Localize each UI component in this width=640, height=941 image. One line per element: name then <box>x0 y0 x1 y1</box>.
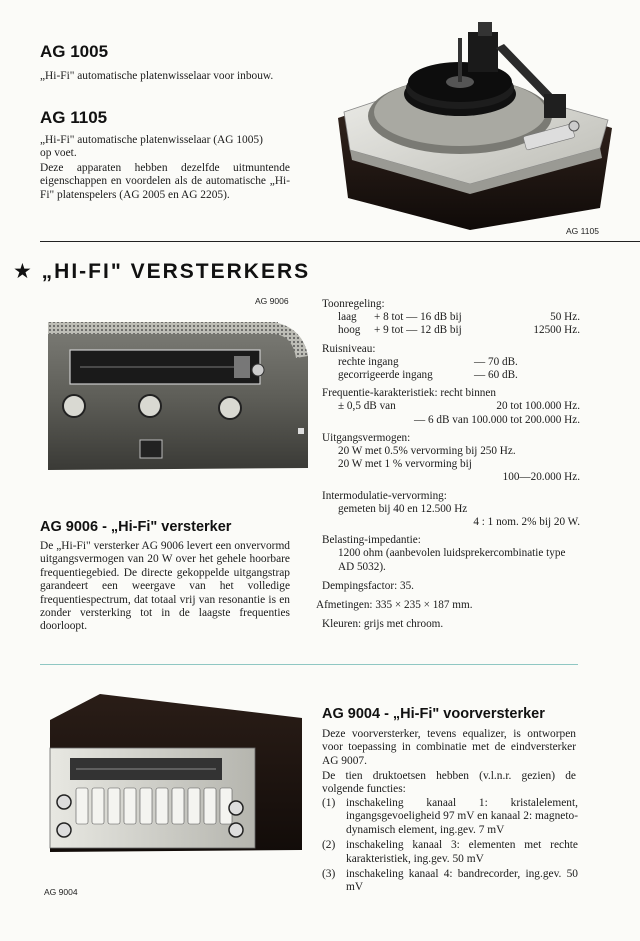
ag9006-title: AG 9006 - „Hi-Fi" versterker <box>40 519 232 535</box>
inter-row-1: gemeten bij 40 en 12.500 Hz <box>338 502 468 515</box>
ag1105-caption: AG 1105 <box>566 226 599 236</box>
list-item <box>322 839 578 866</box>
teal-divider <box>40 664 578 665</box>
toonregeling-label: Toonregeling: <box>322 298 385 310</box>
toon-laag-label: laag <box>338 311 357 324</box>
inter-row-2: 4 : 1 nom. 2% bij 20 W. <box>473 516 580 529</box>
freq-1-label: ± 0,5 dB van <box>338 400 396 413</box>
ruis-row-2 <box>322 369 580 382</box>
afmetingen: Afmetingen: 335 × 235 × 187 mm. <box>316 599 473 612</box>
record-changer-photo <box>300 8 620 233</box>
toon-hoog-row <box>322 324 580 337</box>
uit-row-1: 20 W met 0.5% vervorming bij 250 Hz. <box>338 445 516 458</box>
toon-hoog-label: hoog <box>338 324 361 337</box>
frequentie-label: Frequentie-karakteristiek: recht binnen <box>322 387 496 400</box>
toon-hoog-value: + 9 tot — 12 dB bij <box>374 324 462 337</box>
ag1105-description: „Hi-Fi" automatische platenwisselaar (AG 1005) op voet. <box>40 134 263 160</box>
uitgangsvermogen-label: Uitgangsvermogen: <box>322 431 411 444</box>
amplifier-specs <box>316 298 580 631</box>
freq-row-2: — 6 dB van 100.000 tot 200.000 Hz. <box>414 413 580 426</box>
freq-row-1 <box>322 400 580 413</box>
section-heading <box>13 259 310 284</box>
list-item-number: (2) <box>322 839 336 852</box>
list-item-number: (1) <box>322 797 336 809</box>
ag1005-description: „Hi-Fi" automatische platenwisselaar voor inbouw. <box>40 70 274 82</box>
star-icon: ★ <box>13 260 34 283</box>
list-item <box>322 868 578 895</box>
ruis-1-value: — 70 dB. <box>474 355 518 368</box>
amplifier-photo <box>40 308 315 483</box>
toon-laag-value: + 8 tot — 16 dB bij <box>374 311 462 324</box>
toon-hoog-hz: 12500 Hz. <box>533 324 580 337</box>
section-title: „HI-FI" VERSTERKERS <box>41 260 311 283</box>
belasting-label: Belasting-impedantie: <box>322 534 421 547</box>
ruis-1-label: rechte ingang <box>338 355 399 368</box>
dempingsfactor: Dempingsfactor: 35. <box>322 579 414 592</box>
list-item-text: inschakeling kanaal 3: elementen met rechte karakteristiek, ing.gev. 50 mV <box>346 839 578 865</box>
uit-row-3: 100—20.000 Hz. <box>502 471 580 484</box>
ag9006-description: De „Hi-Fi" versterker AG 9006 levert een onvervormd uitgangsvermogen van 20 W over het gehele hoorbare frequentiegebied. De directe gekoppelde uitgangstrap garandeert een weergave van het volledige frequentiespectrum, dat totaal vrij van resonantie is en zonder versterking tot in de laagste frequenties doorloopt. <box>40 540 290 633</box>
ag9004-title: AG 9004 - „Hi-Fi" voorversterker <box>322 706 545 722</box>
list-item-text: inschakeling kanaal 4: bandrecorder, ing.gev. 50 mV <box>346 868 578 894</box>
ag1105-title: AG 1105 <box>40 108 108 127</box>
intermodulatie-label: Intermodulatie-vervorming: <box>322 489 447 502</box>
ag9004-description: Deze voorversterker, tevens equalizer, is ontworpen voor toepassing in combinatie met de eindversterker AG 9007. <box>322 728 576 767</box>
ruisniveau-label: Ruisniveau: <box>322 342 376 355</box>
ag9006-caption: AG 9006 <box>255 296 289 306</box>
toon-laag-hz: 50 Hz. <box>550 311 580 324</box>
function-list <box>322 797 578 895</box>
belasting-value: 1200 ohm (aanbevolen luidsprekercombinatie type AD 5032). <box>338 547 566 573</box>
uit-row-2: 20 W met 1 % vervorming bij <box>338 458 472 471</box>
list-item <box>322 797 578 837</box>
shared-description: Deze apparaten hebben dezelfde uitmuntende eigenschappen en voordelen als de automatische „Hi-Fi" platenspelers (AG 2005 en AG 2205). <box>40 162 290 201</box>
ag9004-intro: De tien druktoetsen hebben (v.l.n.r. gezien) de volgende functies: <box>322 770 576 796</box>
ruis-row-1 <box>322 356 580 369</box>
section-divider <box>40 241 640 242</box>
kleuren: Kleuren: grijs met chroom. <box>322 618 444 631</box>
preamplifier-photo <box>40 690 310 860</box>
ruis-2-value: — 60 dB. <box>474 369 518 382</box>
ag9004-caption: AG 9004 <box>44 887 78 897</box>
ag1005-title: AG 1005 <box>40 42 109 61</box>
list-item-number: (3) <box>322 868 336 881</box>
ruis-2-label: gecorrigeerde ingang <box>338 369 433 382</box>
freq-1-value: 20 tot 100.000 Hz. <box>496 400 580 413</box>
toon-laag-row <box>322 311 580 324</box>
list-item-text: inschakeling kanaal 1: kristalelement, ingangsgevoeligheid 97 mV en kanaal 2: magneto-dynamisch element, ing.gev. 7 mV <box>346 797 578 836</box>
